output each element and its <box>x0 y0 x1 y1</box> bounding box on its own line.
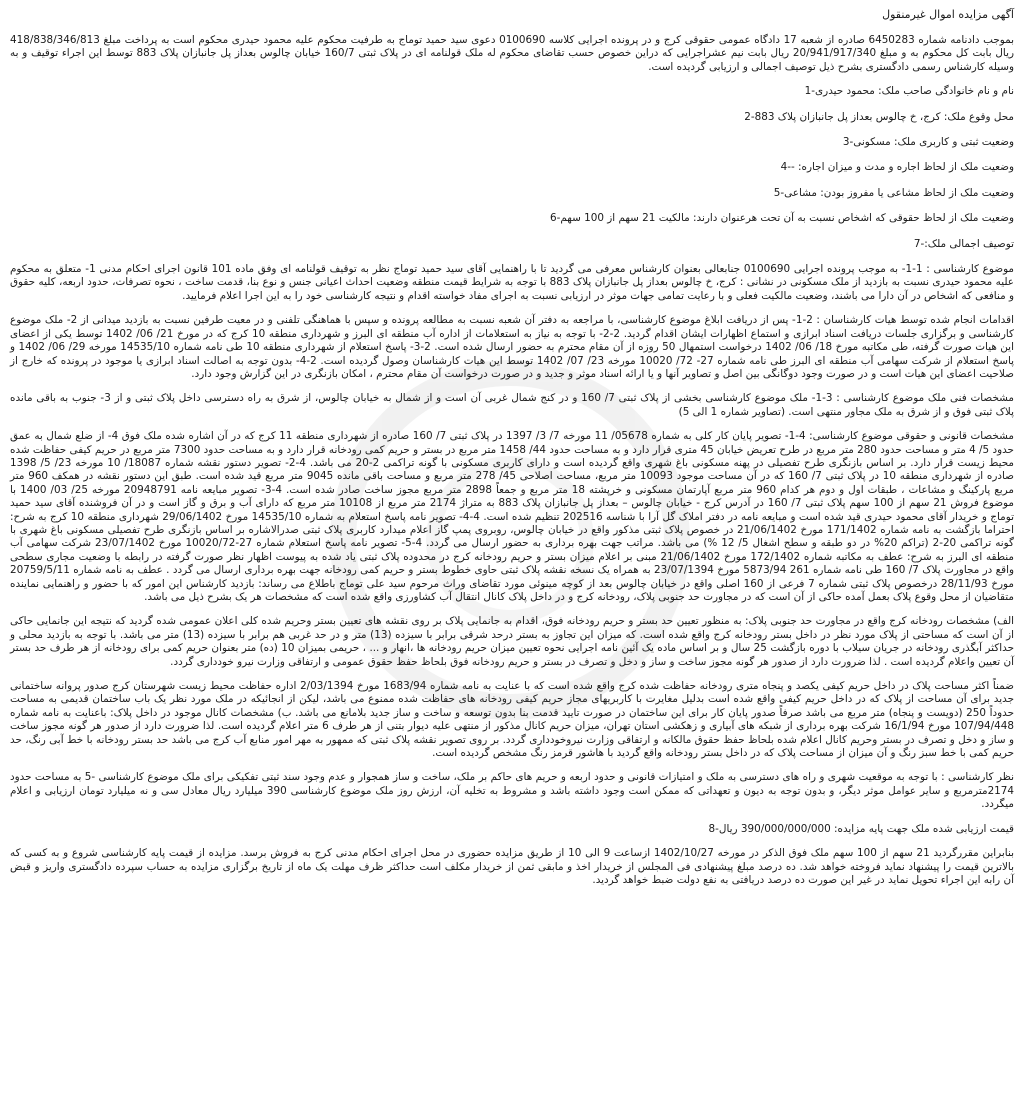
field-location: محل وقوع ملک: کرج، خ چالوس بعداز پل جانبازان پلاک 883-2 <box>744 110 1014 123</box>
section-legal-specs: مشخصات قانونی و حقوقی موضوع کارشناسی: 4-1- تصویر پایان کار کلی به شماره 05678/ 11 مورخه 7/ 3/ 1397 در پلاک ثبتی 7/ 160 صادره از شهرداری منطقه 11 کرج که در آن اشاره شده ملک فوق 4- از ضلع شمال به عمق حدود 5/ 4 متر و مساحت حدود 280 متر مربع در طرح تعریض خیابان 45 متری قرار دارد و به مساحت حدود 44/ 1458 متر مربع در بستر و حریم کمی رودخانه قرار دارد و به مساحت حدود 7300 متر مربع در حریم کیفی حفاظت شده محیط زیست قرار دارد. بر اساس بازنگری طرح تفصیلی در پهنه مسکونی باغ شهری واقع گردیده است و دارای کاربری مسکونی با گونه تراکمی 2-20 می باشد. 4-2- تصویر دستور نقشه شماره 18087/ 10 مورخه 23/ 5/ 1398 صادره از شهرداری منطقه 10 در پلاک ثبتی 7/ 160 که در آن مساحت موجود 10093 متر مربع، مساحت اصلاحی 45/ 278 متر مربع و مساحت باقی مانده 9045 متر مربع قید شده است. طبق این دستور نقشه در همکف 960 متر مربع پارکینگ و مشاعات ، طبقات اول و دوم هر کدام 960 متر مربع آپارتمان مسکونی و خرپشته 18 متر مربع و جمعاً 2898 متر مربع مجوز ساخت صادر شده است. 4-3- تصویر مبایعه نامه 20948791 مورخه 25/ 03/ 1400 با موضوع فروش 21 سهم از 100 سهم پلاک ثبتی 7/ 160 در آدرس کرج - خیابان چالوس – بعداز پل جانبازان پلاک 883 به متراژ 2174 متر مربع از 10108 متر مربع که دارای آب و برق و گاز است و در آن فروشنده آقای سید حمید توماج و خریدار آقای محمود حیدری قید شده است و مبایعه نامه در دفتر املاک گل آرا با شناسه 202516 تنظیم شده است. 4-4- تصویر نامه پاسخ استعلام به شماره 14535/10 مورخ 29/06/1402 شهرداری منطقه 10 کرج به شرح: احتراما بازگشت به نامه شماره 171/1402 مورخ 21/06/1402 در خصوص پلاک ثبتی مذکور واقع در خیابان چالوس، روبروی پمپ گاز اعلام میدارد کاربری پلاک ثبتی صدرالاشاره بر اساس بازنگری طرح تفصیلی مسکونی باغ شهری با گونه تراکمی 20-2 (تراکم 20% در دو طبقه و سطح اشغال 5/ 12 %) می باشد. مراتب جهت بهره برداری به حضور ارسال می گردد. 4-5- تصویر نامه پاسخ استعلام شماره 27-10020/72 مورخ 23/07/1402 شرکت سهامی آب منطقه ای البرز به شرح: عطف به مکاتبه شماره 172/1402 مورخ 21/06/1402 مبنی بر اعلام میزان بستر و حریم رودخانه کرج در محدوده پلاک ثبتی یاد شده به پیوست اظهار نظر صورت گرفته در رابطه با وضعیت مجاری سطحی واقع در مجاورت پلاک 7/ 160 طی نامه شماره 261 5873/94 مورخ 23/07/1394 به همراه یک نسخه نقشه پلاک ثبتی حاوی خطوط بستر و حریم کمی رودخانه جهت بهره برداری ارسال می گردد . عطف به نامه شماره 20759/5/11 مورخ 28/11/93 درخصوص پلاک ثبتی شماره 7 فرعی از 160 اصلی واقع در خیابان چالوس بعد از کوچه مینوئی مورد تقاضای وراث مرحوم سید علی توماج باطلاع می رساند: بازدید کارشناس این امور که با حضور و راهنمایی نماینده متقاضیان از محل وقوع پلاک بعمل آمده حاکی از آن است که در مجاورت حد جنوبی پلاک، رودخانه کرج و در داخل پلاک کانال انتقال آب کشاورزی واقع شده است که مشخصات هر یک بشرح ذیل می باشد. <box>10 430 1015 603</box>
section-expert-subject: موضوع کارشناسی : 1-1- به موجب پرونده اجرایی 0100690 جنابعالی بعنوان کارشناس معرفی می گردید تا با راهنمایی آقای سید حمید توماج نظر به توقیف قولنامه ای وفق ماده 101 قانون اجرای احکام مدنی 1- متعلق به محکوم علیه محمود حیدری نسبت به بازدید از ملک مسکونی در نشانی : کرج، خ چالوس بعداز پل جانبازان پلاک 883 با توجه به شرایط قیمت منطقه وضعیت احداث اعیانی جنس و نوع بنا، قدمت ساخت ، نحوه تصرفات، حدود اربعه، کلیه حقوق و منافعی که اشخاص در آن دارا می باشند، وضعیت مالکیت فعلی و با رعایت تمامی جهات موثر در ارزیابی نسبت به اجرای مفاد خواسته اقدام و نتیجه کارشناسی خود را به این اجرا اعلام فرمایید. <box>10 263 1015 302</box>
intro-paragraph: بموجب دادنامه شماره 6450283 صادره از شعبه 17 دادگاه عمومی حقوقی کرج و در پرونده اجرایی کلاسه 0100690 دعوی سید حمید توماج به طرفیت محکوم علیه محمود حیدری محکوم است به پرداخت مبلغ 418/838/346/813 ریال بابت کل محکوم به و مبلغ 20/941/917/340 ریال بابت نیم عشراجرایی که دراین خصوص حسب تقاضای محکوم له ملک قولنامه ای در پلاک ثبتی 160/7 خیابان چالوس بعداز پل جانبازان پلاک 883 توسط این اجراء توقیف و به وسیله کارشناس رسمی دادگستری بشرح ذیل توصیف اجمالی و ارزیابی گردیده است. <box>10 34 1015 73</box>
field-joint-ownership: وضعیت ملک از لحاظ مشاعی یا مفروز بودن: مشاعی-5 <box>773 186 1014 199</box>
section-river-specs: الف) مشخصات رودخانه کرج واقع در مجاورت حد جنوبی پلاک: به منظور تعیین حد بستر و حریم رودخانه فوق، اقدام به جانمایی پلاک بر روی نقشه های تعیین بستر وحریم شده کلی اعلان عمومی شده گردید که نتیجه این جانمایی حاکی از آن است که مساحتی از پلاک مورد نظر در داخل بستر رودخانه کرج واقع شده است. که میزان این تجاوز به بستر درحد شرقی برابر با سیزده (13) متر و در حد غربی هم برابر با سیزده (13) متر می باشد. با توجه به بازدید محلی و حداکثر آبگذری رودخانه در جریان سیلاب با دوره بازگشت 25 سال و بر اساس ماده یک آئین نامه اجرایی نحوه تعیین میزان حریم رودخانه ها ،انهار و ... ، حریمی بمیزان 10 (ده) متر بعنوان حریم کمی برای رودخانه از هر طرف حد بستر آن تعیین واعلام گردیده است . لذا ضرورت دارد از صدور هر گونه مجوز ساخت و ساز و دخل و تصرف در بستر و حریم رودخانه فوق بلحاظ حفظ حقوق عمومی و ارتفاقی وزارت نیرو خودداری گردد. <box>10 615 1014 668</box>
section-expert-opinion: نظر کارشناسی : با توجه به موقعیت شهری و راه های دسترسی به ملک و امتیازات قانونی و حدود اربعه و حریم های حاکم بر ملک، ساخت و ساز همجوار و عدم وجود سند ثبتی تفکیکی برای ملک موضوع کارشناسی -5 به مساحت حدود 2174مترمربع و سایر عوامل موثر دیگر، و بدون توجه به دیون و تعهداتی که ممکن است وجود داشته باشد و مشروط به تخلیه آن، ارزش روز ملک موضوع کارشناسی 390 میلیارد ریال معادل سی و نه میلیارد تومان ارزیابی و اعلام میگردد. <box>10 771 1015 811</box>
document-title: آگهی مزایده اموال غیرمنقول <box>882 8 1014 21</box>
field-owner-name: نام و نام خانوادگی صاحب ملک: محمود حیدری-1 <box>804 85 1014 98</box>
document-content <box>10 8 1014 887</box>
field-brief-description: توصیف اجمالی ملک:-7 <box>913 237 1014 250</box>
field-lease-status: وضعیت ملک از لحاظ اجاره و مدت و میزان اجاره: --4 <box>780 161 1014 174</box>
section-technical-specs: مشخصات فنی ملک موضوع کارشناسی : 3-1- ملک موضوع کارشناسی بخشی از پلاک ثبتی 7/ 160 و در کنج شمال غربی آن است و از شمال به خیابان چالوس، از شرق به راه دسترسی داخل پلاک ثبتی و از 3- جنوب به باقی مانده پلاک ثبتی فوق و از شرق به ملک مجاور منتهی است. (تصاویر شماره 1 الی 5) <box>10 392 1014 418</box>
field-registration-usage: وضعیت ثبتی و کاربری ملک: مسکونی-3 <box>842 136 1014 149</box>
section-quality-buffer: ضمناً اکثر مساحت پلاک در داخل حریم کیفی یکصد و پنجاه متری رودخانه حفاظت شده کرج واقع شده است که با عنایت به نامه شماره 1683/94 مورخ 2/03/1394 اداره حفاظت محیط زیست شهرستان کرج صدور پروانه ساختمانی جدید برای آن مساحت از پلاک که در داخل حریم کیفی واقع شده است بدلیل مغایرت با کاربریهای مجاز حریم کیفی رودخانه های حفاظت شده ممنوع می باشد، لیکن از انجائیکه در ملک مورد نظر یک باب ساختمان قدیمی به مساحت حدوداً 250 (دویست و پنجاه) متر مربع می باشد صرفاً صدور پایان کار برای این ساختمان در صورت تایید قدمت بنا بدون توسعه و ساخت و ساز جدید بلامانع می باشد. ب) مشخصات کانال موجود در داخل پلاک: باعنایت به نامه شماره 107/94/448 مورخ 16/1/94 شرکت بهره برداری از شبکه های آبیاری و زهکشی استان تهران، میزان حریم کانال مذکور از منتهی علیه دیوار بتنی از هر طرف 6 متر اعلام گردیده است. لذا ضرورت دارد از صدور هر گونه مجوز ساخت و ساز و دخل و تصرف در بستر وحریم کانال اعلام شده بلحاظ حفظ حقوق مالکانه و ارتفاقی وزارت نیروخودداری گردد. بر روی تصویر نقشه پلاک ثبتی که ممهور به مهر امور منابع آب کرج می باشد حد بستر رودخانه با خط آبی رنگ، حد حریم کمی با خط سبز رنگ و آن میزان از مساحت پلاک که در داخل بستر رودخانه واقع گردید با هاشور قرمز رنگ مشخص گردیده است. <box>10 680 1014 760</box>
section-auction-terms: بنابراین مقررگردید 21 سهم از 100 سهم ملک فوق الذکر در مورخه 1402/10/27 ازساعت 9 الی 10 از طریق مزایده حضوری در محل اجرای احکام مدنی کرج به فروش برسد. مزایده از قیمت پایه کارشناسی شروع و به کسی که بالاترین قیمت را پیشنهاد نماید فروخته خواهد شد. ده درصد مبلغ پیشنهادی فی المجلس از خریدار اخذ و مابقی ثمن از خریدار مکلف است حداکثر ظرف مهلت یک ماه از تاریخ برگزاری مزایده به حساب سپرده دادگستری واریز و قبض آن رابه این اجراء تحویل نماید در غیر این صورت ده درصد دریافتی به نفع دولت ضبط خواهد گردید. <box>10 847 1014 886</box>
section-actions-taken: اقدامات انجام شده توسط هیات کارشناسان : 2-1- پس از دریافت ابلاغ موضوع کارشناسی، با مراجعه به دفتر آن شعبه نسبت به مطالعه پرونده و سپس با هماهنگی تلفنی و در معیت طرفین نسبت به بازدید میدانی از 2- ملک موضوع کارشناسی و برگزاری جلسات دریافت اسناد ابرازی و استماع اظهارات ایشان اقدام گردید. 2-2- با توجه به نیاز به استعلامات از اداره آب منطقه ای البرز و شهرداری منطقه 10 کرج که در مورخ 21/ 06/ 1402 توسط یکی از اعضای این هیات صورت گرفته، طی مکاتبه مورخ 18/ 06/ 1402 درخواست استمهال 50 روزه از آن مقام محترم به حضور ارسال شده است. 2-3- پاسخ استعلام از شهرداری منطقه 10 طی نامه شماره 14535/10 مورخه 29/ 06/ 1402 و پاسخ استعلام از شرکت سهامی آب منطقه ای البرز طی نامه شماره 27- 72/ 10020 مورخه 23/ 07/ 1402 توسط این هیات کارشناسان وصول گردیده است. 2-4- بدون توجه به اصالت اسناد ابرازی یا موجود در پرونده که خارج از صلاحیت اعضای این هیات است و در صورت وجود دوگانگی بین اصل و تصاویر آنها و یا ارائه اسناد موثر و جدید و در صورت درخواست آن مقام محترم ، امکان بازنگری در این گزارش وجود دارد. <box>10 314 1015 380</box>
field-third-party-rights: وضعیت ملک از لحاظ حقوقی که اشخاص نسبت به آن تحت هرعنوان دارند: مالکیت 21 سهم از 100 سهم-6 <box>550 212 1014 225</box>
section-base-price: قیمت ارزیابی شده ملک جهت پایه مزایده: 390/000/000/000 ریال-8 <box>708 822 1014 835</box>
